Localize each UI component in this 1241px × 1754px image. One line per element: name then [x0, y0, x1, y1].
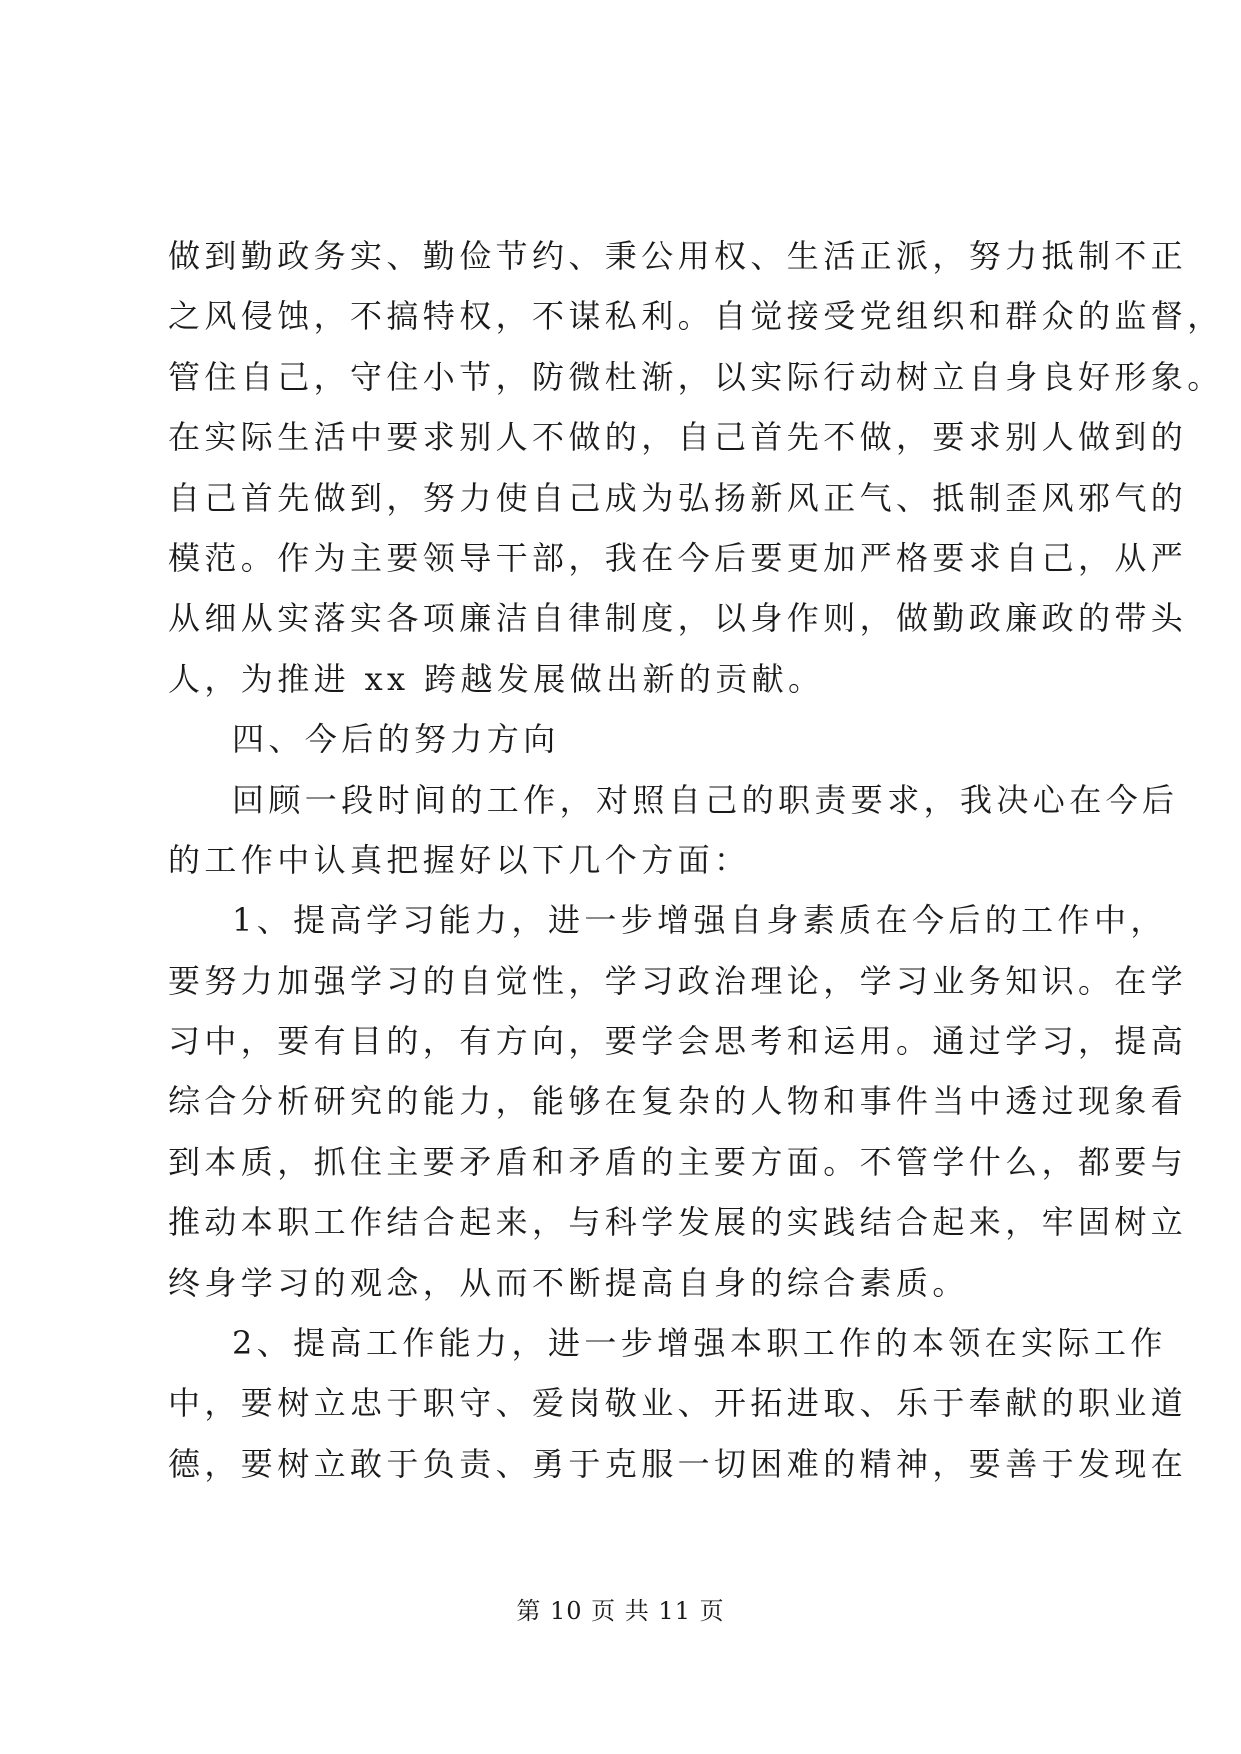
text-line: 到本质，抓住主要矛盾和矛盾的主要方面。不管学什么，都要与	[168, 1142, 1188, 1181]
text-line: 模范。作为主要领导干部，我在今后要更加严格要求自己，从严	[168, 538, 1188, 577]
text-line: 要努力加强学习的自觉性，学习政治理论，学习业务知识。在学	[168, 961, 1188, 1000]
text-line: 1、提高学习能力，进一步增强自身素质在今后的工作中，	[232, 901, 1167, 940]
text-line: 管住自己，守住小节，防微杜渐，以实际行动树立自身良好形象。	[168, 357, 1224, 396]
text-line: 的工作中认真把握好以下几个方面：	[168, 840, 751, 879]
text-line: 人，为推进 xx 跨越发展做出新的贡献。	[168, 659, 825, 698]
text-line: 推动本职工作结合起来，与科学发展的实践结合起来，牢固树立	[168, 1203, 1188, 1242]
text-line: 四、今后的努力方向	[232, 720, 560, 759]
text-line: 德，要树立敢于负责、勇于克服一切困难的精神，要善于发现在	[168, 1444, 1188, 1483]
page-footer: 第 10 页 共 11 页	[516, 1597, 725, 1625]
text-line: 习中，要有目的，有方向，要学会思考和运用。通过学习，提高	[168, 1022, 1188, 1061]
text-line: 从细从实落实各项廉洁自律制度，以身作则，做勤政廉政的带头	[168, 599, 1188, 638]
text-line: 中，要树立忠于职守、爱岗敬业、开拓进取、乐于奉献的职业道	[168, 1384, 1188, 1423]
text-line: 在实际生活中要求别人不做的，自己首先不做，要求别人做到的	[168, 418, 1188, 457]
text-line: 2、提高工作能力，进一步增强本职工作的本领在实际工作	[232, 1324, 1167, 1363]
document-body	[168, 226, 1224, 1494]
text-line: 做到勤政务实、勤俭节约、秉公用权、生活正派，努力抵制不正	[168, 237, 1188, 275]
text-line: 回顾一段时间的工作，对照自己的职责要求，我决心在今后	[232, 780, 1179, 819]
text-line: 终身学习的观念，从而不断提高自身的综合素质。	[168, 1263, 969, 1302]
text-line: 综合分析研究的能力，能够在复杂的人物和事件当中透过现象看	[168, 1082, 1188, 1121]
text-line: 自己首先做到，努力使自己成为弘扬新风正气、抵制歪风邪气的	[168, 478, 1188, 517]
text-line: 之风侵蚀，不搞特权，不谋私利。自觉接受党组织和群众的监督，	[168, 297, 1224, 336]
